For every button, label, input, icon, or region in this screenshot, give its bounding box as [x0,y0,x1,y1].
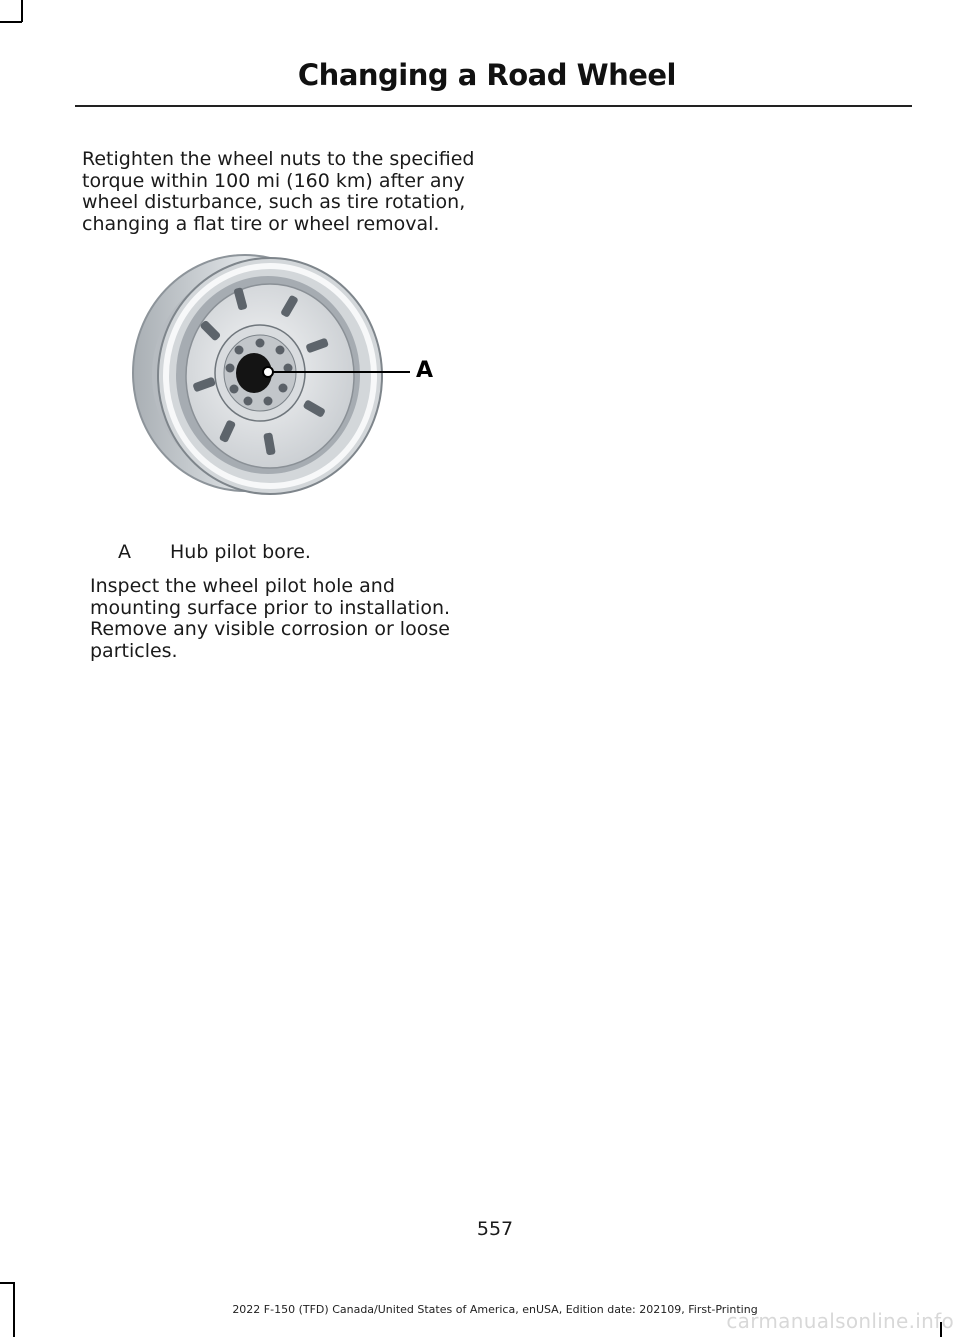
callout-label-a: A [416,358,434,383]
crop-mark-top-left-v [21,0,23,22]
legend-description: Hub pilot bore. [170,541,311,563]
retighten-paragraph: Retighten the wheel nuts to the specified torque within 100 mi (160 km) after any wheel disturbance, such as tire rotation, changing a flat tire or wheel removal. [82,148,475,235]
crop-mark-bottom-left-h [0,1282,14,1284]
edition-footer: 2022 F-150 (TFD) Canada/United States of America, enUSA, Edition date: 202109, First-Printing [232,1303,758,1316]
inspect-paragraph: Inspect the wheel pilot hole and mounting surface prior to installation. Remove any visible corrosion or loose particles. [90,575,451,662]
page-title: Changing a Road Wheel [297,58,676,92]
legend-key: A [118,541,131,563]
crop-mark-top-left-h [0,21,22,23]
page-number: 557 [476,1218,514,1240]
wheel-illustration [120,248,450,503]
watermark: carmanualsonline.info [726,1309,954,1333]
header-rule [75,105,912,107]
